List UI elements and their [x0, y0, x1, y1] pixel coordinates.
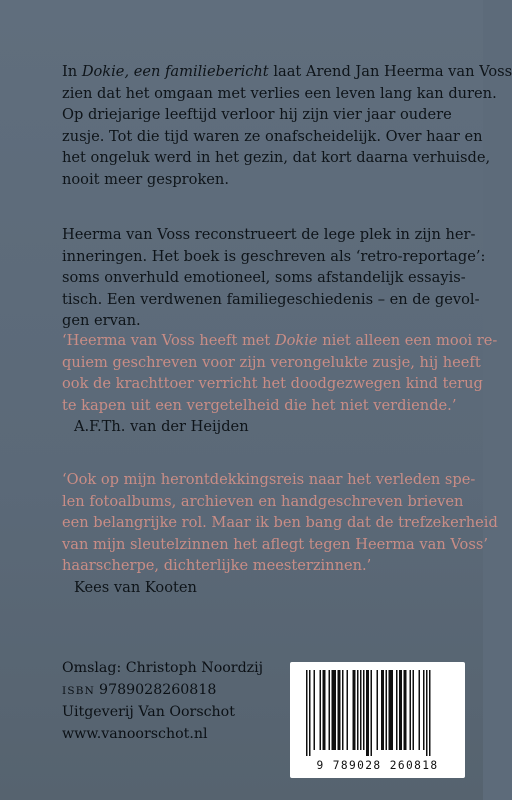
barcode-bar	[429, 670, 431, 756]
barcode-bar	[377, 670, 379, 750]
barcode-bar	[323, 670, 326, 750]
barcode-bar	[386, 670, 388, 750]
barcode-bar	[360, 670, 362, 750]
isbn	[62, 680, 263, 703]
blurb-paragraph-2	[62, 224, 486, 332]
barcode-bar	[389, 670, 394, 750]
blurb-line: zusje. Tot die tijd waren ze onafscheidelijk. Over haar en	[62, 127, 483, 145]
isbn-label: ISBN	[62, 684, 96, 697]
barcode-bar	[399, 670, 402, 750]
barcode-bar	[371, 670, 373, 756]
barcode-bar	[423, 670, 425, 750]
quote-line: haarscherpe, dichterlijke meesterzinnen.’	[62, 557, 372, 575]
barcode-bar	[413, 670, 415, 750]
barcode-number: 9 789028 260818	[316, 759, 439, 772]
barcode-bar	[338, 670, 341, 750]
blurb-line: soms onverhuld emotioneel, soms afstandelijk essayis-	[62, 269, 466, 287]
quote-line: quiem geschreven voor zijn verongelukte zusje, hij heeft	[62, 353, 481, 371]
blurb-line: inneringen. Het boek is geschreven als ‘retro-reportage’:	[62, 247, 486, 265]
blurb-paragraph-1	[62, 61, 512, 191]
publisher: Uitgeverij Van Oorschot	[62, 704, 235, 721]
barcode-bar	[342, 670, 344, 750]
quote-line: len fotoalbums, archieven en handgeschreven brieven	[62, 492, 464, 510]
quote-line: ‘Ook op mijn herontdekkingsreis naar het verleden spe-	[62, 471, 476, 488]
barcode-bar	[426, 670, 428, 756]
isbn-value: 9789028260818	[99, 681, 217, 698]
barcode-bars	[304, 670, 451, 756]
cover-credit: Omslag: Christoph Noordzij	[62, 660, 264, 676]
quote-line: te kapen uit een vergetelheid die het niet verdiende.’	[62, 396, 457, 414]
barcode-bar	[314, 670, 316, 750]
review-quote-1	[62, 330, 498, 438]
barcode-bar	[404, 670, 407, 750]
barcode-bar	[309, 670, 311, 756]
book-title: Dokie, een familiebericht	[81, 63, 269, 80]
barcode-bar	[320, 670, 322, 750]
quote-author: A.F.Th. van der Heijden	[74, 418, 249, 436]
quote-line: van mijn sleutelzinnen het aflegt tegen Heerma van Voss’	[62, 535, 488, 553]
quote-line: ‘Heerma van Voss heeft met Dokie niet alleen een mooi re-	[62, 332, 498, 349]
barcode-bar	[357, 670, 359, 750]
quote-line: ook de krachttoer verricht het doodgezwegen kind terug	[62, 375, 483, 393]
barcode-bar	[410, 670, 412, 750]
blurb-line: Op driejarige leeftijd verloor hij zijn vier jaar oudere	[62, 106, 452, 124]
barcode-bar	[353, 670, 356, 750]
barcode-bar	[419, 670, 421, 750]
blurb-line: Heerma van Voss reconstrueert de lege plek in zijn her-	[62, 226, 476, 243]
blurb-line: nooit meer gesproken.	[62, 170, 229, 188]
blurb-line: In Dokie, een familiebericht laat Arend Jan Heerma van Voss	[62, 63, 512, 80]
quote-line: een belangrijke rol. Maar ik ben bang dat de trefzekerheid	[62, 514, 498, 532]
publisher-website: www.vanoorschot.nl	[62, 725, 208, 742]
barcode-bar	[306, 670, 308, 756]
blurb-line: zien dat het omgaan met verlies een leven lang kan duren.	[62, 84, 497, 102]
blurb-line: gen ervan.	[62, 312, 141, 330]
blurb-line: tisch. Een verdwenen familiegeschiedenis – en de gevol-	[62, 290, 480, 308]
barcode-bar	[347, 670, 349, 750]
barcode-bar	[366, 670, 369, 756]
blurb-line: het ongeluk werd in het gezin, dat kort daarna verhuisde,	[62, 149, 491, 167]
quote-author: Kees van Kooten	[74, 578, 197, 596]
colophon	[62, 658, 263, 745]
barcode-bar	[381, 670, 384, 750]
quote-book-title: Dokie	[274, 332, 318, 349]
barcode-bar	[329, 670, 331, 750]
barcode-bar	[332, 670, 337, 750]
review-quote-2	[62, 469, 498, 599]
barcode	[290, 662, 465, 778]
barcode-bar	[363, 670, 365, 750]
barcode-bar	[396, 670, 398, 750]
